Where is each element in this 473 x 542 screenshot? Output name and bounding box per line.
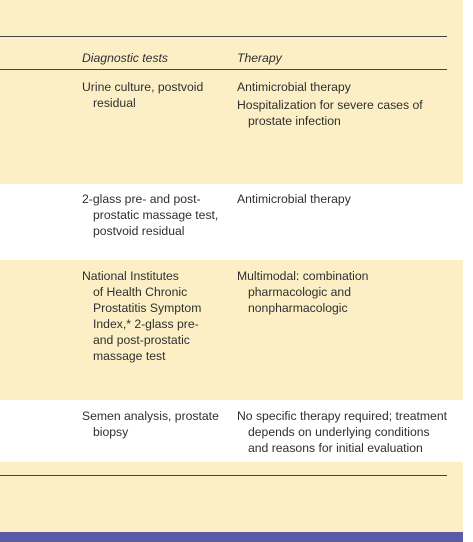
- table-row-1-therapy: [237, 79, 457, 131]
- diagnostic-entry: Semen analysis, prostate biopsy: [82, 409, 219, 439]
- table-row-2-diagnostic: [82, 191, 232, 241]
- therapy-entry: No specific therapy required; treatment depends on underlying conditions and reasons for initial evaluation: [237, 409, 447, 455]
- therapy-entry: Multimodal: combination pharmacologic and nonpharmacologic: [237, 269, 369, 315]
- footer-band: [0, 462, 463, 532]
- table-row-3-therapy: [237, 268, 457, 318]
- header-bottom-rule: [0, 69, 447, 70]
- header-therapy: Therapy: [237, 51, 282, 65]
- table-bottom-rule: [0, 475, 447, 476]
- header-diagnostic-tests: Diagnostic tests: [82, 51, 169, 65]
- diagnostic-entry: Urine culture, postvoid residual: [82, 80, 204, 110]
- therapy-entry: Antimicrobial therapy: [237, 192, 351, 206]
- therapy-entry: Antimicrobial therapy: [237, 80, 351, 94]
- table-row-2-therapy: [237, 191, 457, 209]
- diagnostic-entry: National Institutes of Health Chronic Prostatitis Symptom Index,* 2-glass pre- and post-prostatic massage test: [82, 269, 202, 363]
- therapy-entry: Hospitalization for severe cases of prostate infection: [237, 98, 423, 128]
- header-top-rule: [0, 36, 447, 37]
- footer-color-bar: [0, 532, 463, 542]
- table-row-1-diagnostic: [82, 79, 232, 113]
- table-row-4-therapy: [237, 408, 463, 458]
- diagnostic-entry: 2-glass pre- and post- prostatic massage test, postvoid residual: [82, 192, 219, 238]
- table-row-4-diagnostic: [82, 408, 232, 442]
- table-row-3-diagnostic: [82, 268, 232, 366]
